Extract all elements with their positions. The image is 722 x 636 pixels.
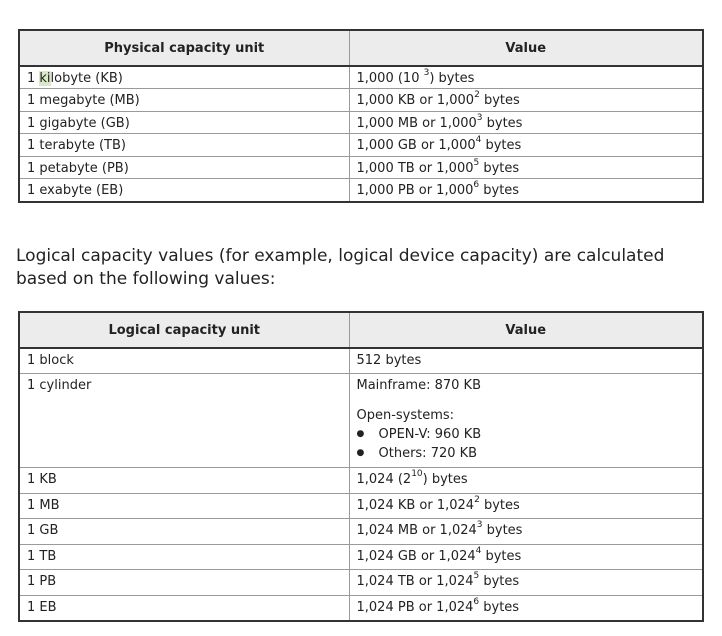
unit-cell: 1 cylinder	[19, 374, 349, 468]
exponent: 3	[423, 68, 430, 78]
value-cell	[349, 134, 703, 157]
table-row	[19, 66, 703, 89]
value-text: 1,000 GB or 1,000	[356, 138, 476, 154]
value-text: 1,024 GB or 1,024	[356, 548, 476, 564]
value-cell	[349, 374, 703, 468]
unit-cell: 1 exabyte (EB)	[19, 179, 349, 202]
text-highlight: ki	[39, 71, 51, 86]
value-cell	[349, 570, 703, 596]
value-text: 1,000 PB or 1,000	[356, 183, 474, 199]
table-row	[19, 134, 703, 157]
value-text: 1,024 MB or 1,024	[356, 523, 477, 539]
value-text: 1,000 TB or 1,000	[356, 160, 474, 176]
value-text: 1,000 KB or 1,000	[356, 93, 475, 109]
value-cell	[349, 156, 703, 179]
value-suffix: bytes	[481, 548, 522, 564]
value-cell	[349, 519, 703, 545]
table-row	[19, 493, 703, 519]
unit-cell: 1 EB	[19, 596, 349, 622]
unit-cell: 1 PB	[19, 570, 349, 596]
unit-cell: 1 petabyte (PB)	[19, 156, 349, 179]
body-paragraph: Logical capacity values (for example, logical device capacity) are calculated based on the following values:	[16, 246, 665, 289]
unit-cell: 1 gigabyte (GB)	[19, 111, 349, 134]
exponent: 4	[475, 135, 482, 146]
exponent: 5	[473, 157, 480, 168]
unit-cell: 1 terabyte (TB)	[19, 134, 349, 157]
exponent: 2	[474, 494, 480, 505]
exponent: 2	[474, 90, 480, 101]
value-cell	[349, 89, 703, 112]
open-systems-label: Open-systems:	[356, 408, 455, 424]
unit-cell: 1 GB	[19, 519, 349, 545]
exponent: 4	[475, 545, 482, 556]
value-suffix: bytes	[479, 93, 520, 109]
logical-capacity-table	[18, 311, 704, 622]
table-row	[19, 179, 703, 202]
value-suffix: bytes	[482, 523, 523, 539]
unit-cell: 1 MB	[19, 493, 349, 519]
value-text: 1,024 KB or 1,024	[356, 497, 475, 513]
physical-capacity-table	[18, 29, 704, 203]
exponent: 3	[476, 112, 483, 123]
value-text: 1,024 TB or 1,024	[356, 574, 474, 590]
bullet-list	[357, 425, 696, 463]
unit-cell: 1 TB	[19, 544, 349, 570]
table-row	[19, 348, 703, 374]
exponent: 3	[476, 520, 483, 531]
unit-cell	[19, 66, 349, 89]
table-row	[19, 89, 703, 112]
table-row	[19, 596, 703, 622]
column-header-value: Value	[349, 312, 703, 348]
value-text: 1,024 (2	[356, 472, 412, 488]
value-cell	[349, 544, 703, 570]
value-suffix: bytes	[479, 497, 520, 513]
table-header-row	[19, 312, 703, 348]
unit-cell: 1 KB	[19, 468, 349, 494]
value-cell: 512 bytes	[349, 348, 703, 374]
unit-cell: 1 block	[19, 348, 349, 374]
table-row	[19, 156, 703, 179]
value-suffix: bytes	[482, 115, 523, 131]
column-header-value: Value	[349, 30, 703, 66]
value-cell	[349, 493, 703, 519]
value-suffix: bytes	[479, 160, 520, 176]
unit-rest: lobyte (KB)	[50, 71, 123, 86]
table-row	[19, 111, 703, 134]
table-row	[19, 544, 703, 570]
mainframe-value: Mainframe: 870 KB	[356, 378, 481, 394]
unit-prefix: 1	[27, 71, 40, 86]
value-suffix: bytes	[479, 600, 520, 616]
table-row	[19, 374, 703, 468]
value-text: 1,000 MB or 1,000	[356, 115, 477, 131]
value-suffix: ) bytes	[429, 71, 475, 86]
table-row	[19, 570, 703, 596]
value-cell	[349, 66, 703, 89]
column-header-unit: Logical capacity unit	[19, 312, 349, 348]
table-row	[19, 468, 703, 494]
list-item: ● Others: 720 KB	[357, 444, 696, 463]
list-item: ● OPEN-V: 960 KB	[357, 425, 696, 444]
exponent: 6	[473, 597, 480, 608]
value-suffix: bytes	[481, 138, 522, 154]
value-suffix: ) bytes	[422, 472, 468, 488]
exponent: 5	[473, 571, 480, 582]
value-text: 1,000 (10	[356, 71, 424, 86]
table-header-row	[19, 30, 703, 66]
value-suffix: bytes	[479, 574, 520, 590]
column-header-unit: Physical capacity unit	[19, 30, 349, 66]
value-cell	[349, 111, 703, 134]
value-cell	[349, 179, 703, 202]
exponent: 6	[473, 180, 480, 191]
unit-cell: 1 megabyte (MB)	[19, 89, 349, 112]
value-cell	[349, 468, 703, 494]
value-cell	[349, 596, 703, 622]
table-row	[19, 519, 703, 545]
value-text: 1,024 PB or 1,024	[356, 600, 474, 616]
exponent: 10	[411, 469, 423, 480]
value-suffix: bytes	[479, 183, 520, 199]
